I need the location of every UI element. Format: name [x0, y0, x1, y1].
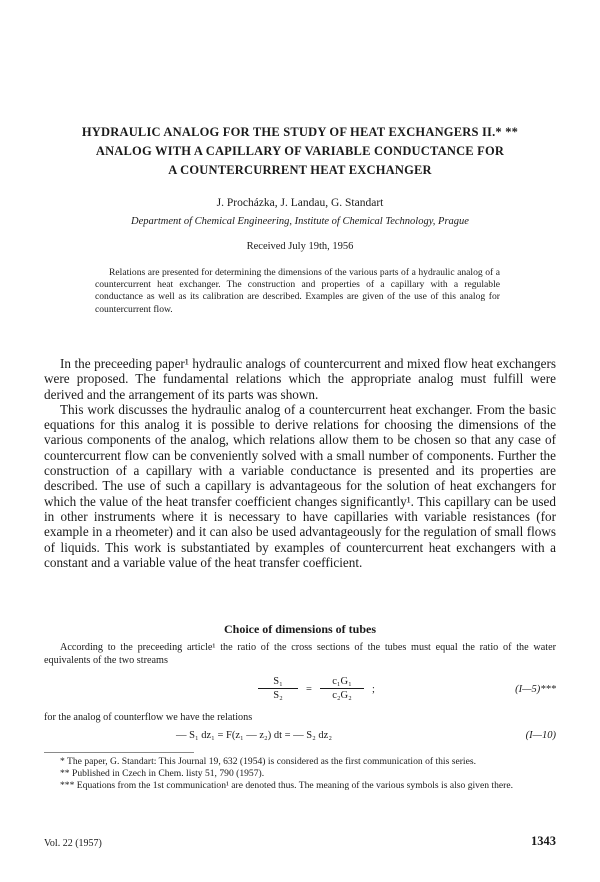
- body-text: [44, 356, 556, 570]
- page-number: 1343: [531, 834, 556, 848]
- equation-2-label: (I—10): [525, 730, 556, 741]
- paragraph-2: This work discusses the hydraulic analog of a countercurrent heat exchanger. From the basic equations for this analog it is possible to derive relations for choosing the dimensions of the various components of the analog, which relations allow them to be chosen so that any case of countercurrent flow can be conveniently solved with a small number of components. Further the construction of a capillary with a variable conductance is presented and its properties are described. The use of such a capillary is advantageous for the solution of heat exchangers for which the value of the heat transfer coefficient changes significantly¹. This capillary can be used in other instruments where it is necessary to have capillaries with variable resistances (for example in a rheometer) and it can also be used advantageously for the regulation of small flows of liquids. This work is substantiated by examples of countercurrent heat exchangers with a constant and a variable value of the heat transfer coefficient.: [44, 401, 556, 570]
- volume-info: Vol. 22 (1957): [44, 838, 102, 849]
- paragraph-1: In the preceeding paper¹ hydraulic analogs of countercurrent and mixed flow heat exchangers were proposed. The fundamental relations which the appropriate analog must fulfill were derived and the arrangement of its parts was shown.: [44, 356, 556, 402]
- footnote-1: * The paper, G. Standart: This Journal 19, 632 (1954) is considered as the first communication of this series.: [60, 756, 476, 767]
- footnotes: [44, 756, 556, 791]
- equation-2-expression: — S₁ dz₁ = F(z₁ — z₂) dt = — S₂ dz₂: [176, 730, 333, 741]
- section-paragraph: According to the preceeding article¹ the ratio of the cross sections of the tubes must equal the ratio of the water equivalents of the two streams: [44, 642, 556, 666]
- title-line-1: HYDRAULIC ANALOG FOR THE STUDY OF HEAT EXCHANGERS II.* **: [81, 125, 519, 139]
- counterflow-text: for the analog of counterflow we have the relations: [44, 712, 253, 723]
- received-date: Received July 19th, 1956: [246, 241, 354, 252]
- equation-1-label: (I—5)***: [515, 684, 556, 695]
- department: Department of Chemical Engineering, Institute of Chemical Technology, Prague: [131, 216, 469, 227]
- authors: J. Procházka, J. Landau, G. Standart: [216, 197, 384, 209]
- section-text: [44, 642, 556, 667]
- equation-1-rhs: [320, 676, 364, 701]
- equation-1: [44, 676, 556, 704]
- equation-1-lhs-denominator: S₂: [273, 690, 283, 701]
- footnote-divider: [44, 752, 194, 753]
- equation-1-lhs-numerator: S₁: [258, 676, 298, 689]
- footnote-2: ** Published in Czech in Chem. listy 51, 790 (1957).: [60, 767, 265, 779]
- footnote-3: *** Equations from the 1st communication¹ are denoted thus. The meaning of the various symbols is also given there.: [60, 779, 513, 791]
- equation-1-lhs: [258, 676, 298, 701]
- equation-1-suffix: ;: [372, 684, 375, 695]
- section-heading: Choice of dimensions of tubes: [223, 622, 376, 636]
- equals-sign: =: [306, 684, 312, 695]
- title-line-3: A COUNTERCURRENT HEAT EXCHANGER: [168, 163, 432, 177]
- title-line-2: ANALOG WITH A CAPILLARY OF VARIABLE CONDUCTANCE FOR: [95, 144, 505, 158]
- equation-1-rhs-numerator: c₁G₁: [320, 676, 364, 689]
- equation-2: [44, 730, 556, 744]
- equation-1-rhs-denominator: c₂G₂: [332, 690, 352, 701]
- abstract: Relations are presented for determining the dimensions of the various parts of a hydraulic analog of a countercurrent heat exchanger. The construction and properties of a capillary with a regulable conductance as well as its calibration are described. Examples are given of the use of this analog for countercurrent flow.: [95, 267, 500, 315]
